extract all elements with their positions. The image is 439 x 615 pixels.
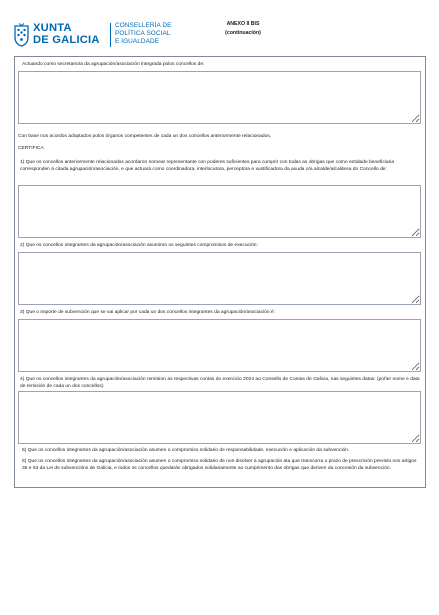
department-name: [115, 22, 171, 47]
question-2-text: 2) Que os concellos integrantes da agrupación/asociación asumiron os seguintes compromisos de execución:: [20, 243, 258, 248]
department-line-1: CONSELLERÍA DE: [115, 22, 172, 29]
department-line-3: E IGUALDADE: [115, 38, 160, 46]
question-4-text: 4) Que os concellos integrantes da agrupación/asociación remitiron as respectivas contas do exercicio 2024 ao Consello de Contas de Galicia, nas seguintes datas: (poñer nome e data de remisión de cada un dos concellos): [20, 377, 420, 389]
annex-heading: [204, 20, 282, 37]
logo-text-xunta: XUNTA: [33, 22, 72, 34]
question-6-text: 6) Que os concellos integrantes da agrupación/asociación asumen o compromiso solidario de non disolver a agrupación ata que transcorra o prazo de prescrición previsto nos artigos 35 e 63 da Lei de subvencións de Galicia, e todos os concellos quedarán obrigados solidariamente ao cumprimento das obrigas que deriven da concesión da subvención.: [22, 459, 417, 471]
question-1-text: 1) Que os concellos anteriormente relacionados acordaron nomear representante con poderes suficientes para cumprir con todas as obrigas que como entidade beneficiaria corresponden á citada agrupación/asociación, e que actuará como coordinadora, interlocutora, perceptora e xustificadora da axuda o/a alcalde/alcaldesa do Concello de:: [20, 160, 395, 172]
xunta-logo: [14, 22, 194, 48]
question-2-textarea[interactable]: [18, 252, 421, 305]
annex-title: ANEXO II BIS: [226, 21, 260, 27]
question-3-text: 3) Que o importe de subvención que se vai aplicar por cada un dos concellos integrantes da agrupación/asociación é:: [20, 310, 276, 315]
logo-divider: [110, 23, 111, 47]
logo-text-galicia: DE GALICIA: [33, 34, 100, 46]
question-5-text: 5) Que os concellos integrantes da agrupación/asociación asumen o compromiso solidario de responsabilidade, execución e aplicación da subvención.: [22, 448, 350, 453]
certifica-label: CERTIFICA: [18, 146, 44, 151]
municipalities-textarea[interactable]: [18, 71, 421, 124]
galicia-emblem-icon: [14, 23, 29, 47]
department-line-2: POLÍTICA SOCIAL: [115, 30, 171, 38]
question-3-textarea[interactable]: [18, 319, 421, 372]
question-1-textarea[interactable]: [18, 185, 421, 238]
intro-label: Actuando como secretario/a da agrupación/asociación integrada polos concellos de:: [22, 62, 205, 67]
annex-subtitle: (continuación): [225, 29, 261, 36]
question-4-textarea[interactable]: [18, 391, 421, 444]
agreement-text: Con base nos acordos adoptados polos órganos competentes de cada un dos concellos anteriormente relacionados,: [18, 134, 272, 139]
